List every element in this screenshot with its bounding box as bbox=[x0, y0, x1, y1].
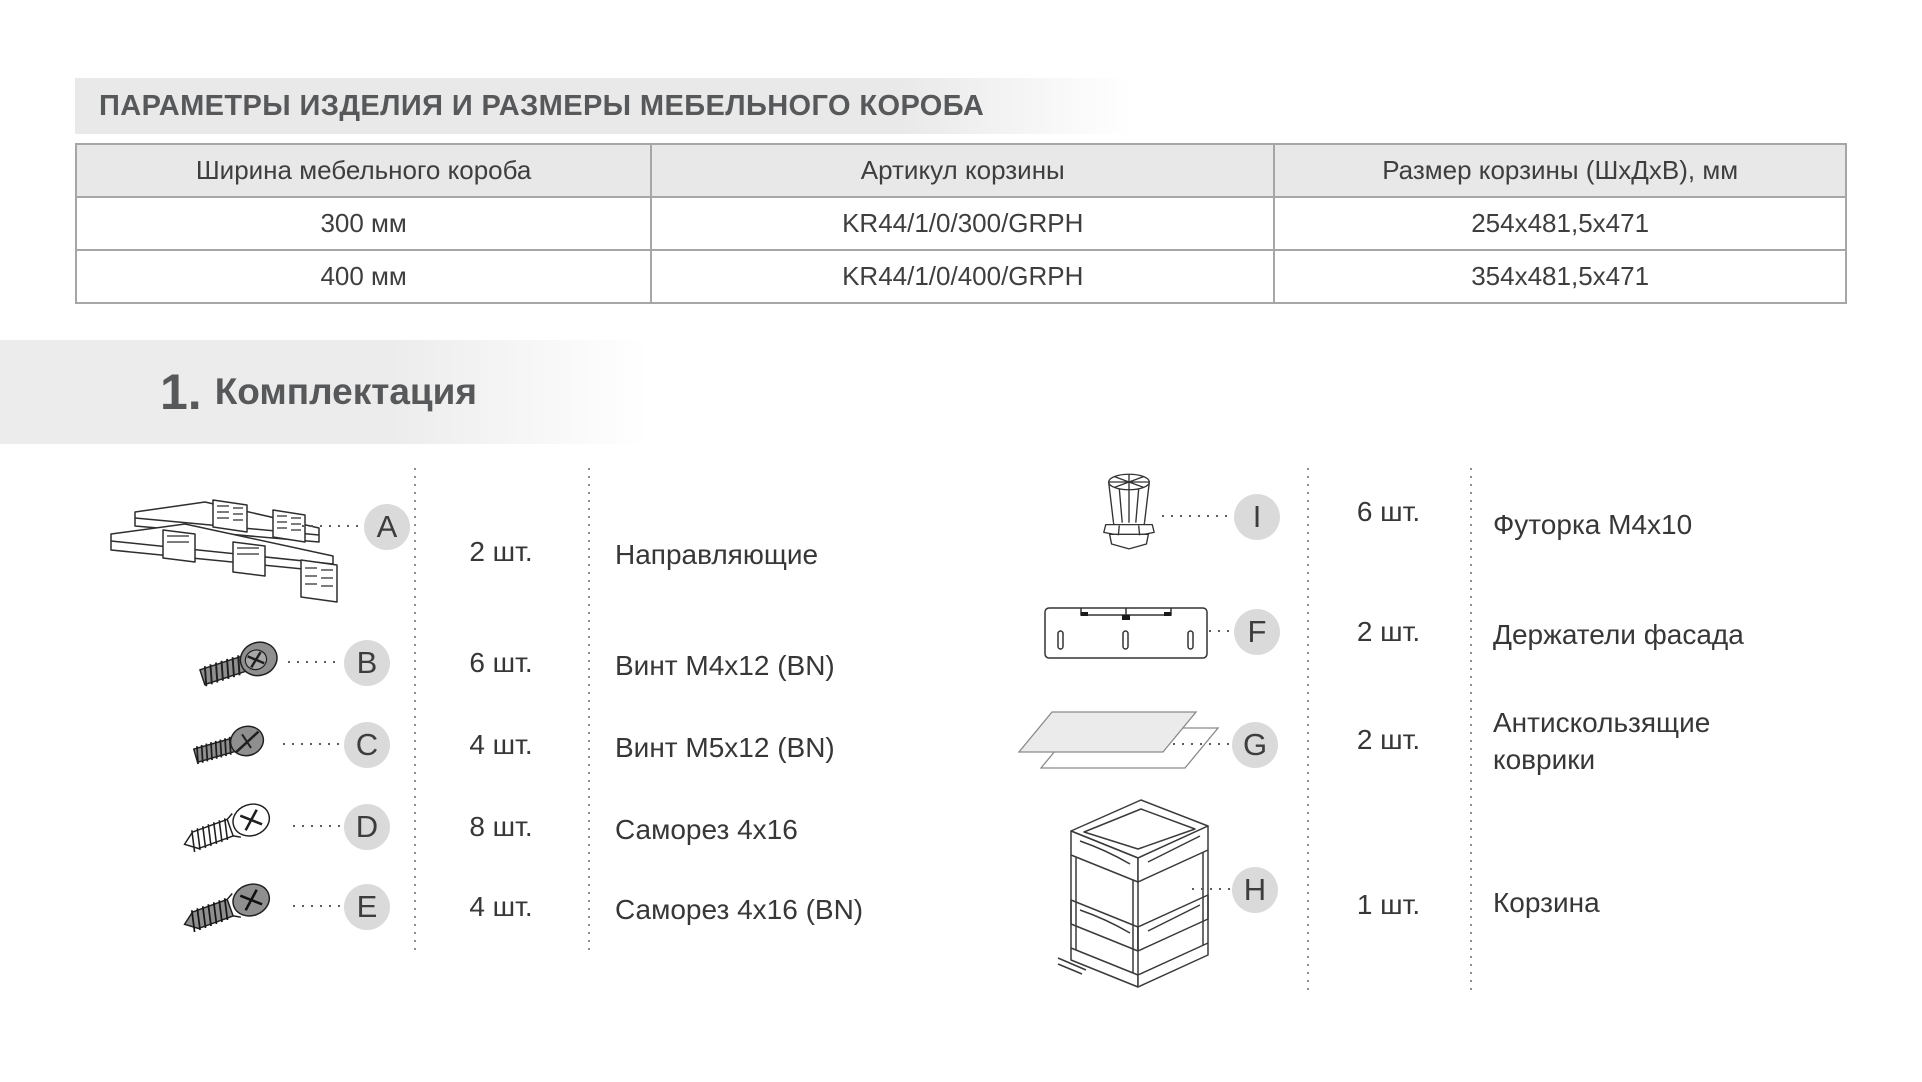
divider-right-2 bbox=[1470, 468, 1472, 992]
part-label-e: Саморез 4x16 (BN) bbox=[615, 894, 864, 925]
part-badge-d: D bbox=[344, 804, 390, 850]
part-label-i: Футорка M4x10 bbox=[1493, 509, 1693, 540]
drawer-rails-icon bbox=[105, 486, 355, 611]
flange-screw-icon bbox=[193, 630, 293, 698]
part-label-d: Саморез 4x16 bbox=[615, 814, 798, 845]
leader-line bbox=[283, 743, 342, 745]
part-qty-i: 6 шт. bbox=[1356, 496, 1421, 527]
table-row bbox=[76, 197, 1846, 250]
table-header-row bbox=[76, 144, 1846, 197]
facade-holder-icon bbox=[1043, 602, 1209, 660]
column-header-width: Ширина мебельного короба bbox=[76, 144, 651, 197]
part-qty-d: 8 шт. bbox=[469, 811, 533, 842]
part-badge-i: I bbox=[1234, 494, 1280, 540]
part-badge-f: F bbox=[1234, 609, 1280, 655]
cell-size: 254x481,5x471 bbox=[1274, 197, 1846, 250]
self-tapping-screw-dark-icon bbox=[176, 873, 288, 941]
part-label-a: Направляющие bbox=[615, 539, 819, 570]
part-qty-h: 1 шт. bbox=[1356, 889, 1421, 920]
column-header-article: Артикул корзины bbox=[651, 144, 1274, 197]
part-badge-g: G bbox=[1232, 722, 1278, 768]
part-badge-e: E bbox=[344, 884, 390, 930]
section-banner bbox=[0, 340, 648, 444]
column-header-size: Размер корзины (ШхДхВ), мм bbox=[1274, 144, 1846, 197]
leader-line bbox=[1162, 515, 1232, 517]
part-badge-a: A bbox=[364, 504, 410, 550]
leader-line bbox=[288, 661, 342, 663]
part-qty-f: 2 шт. bbox=[1356, 616, 1421, 647]
section-title: Комплектация bbox=[214, 371, 478, 412]
page-title: ПАРАМЕТРЫ ИЗДЕЛИЯ И РАЗМЕРЫ МЕБЕЛЬНОГО КОРОБА bbox=[99, 89, 985, 122]
part-badge-c: C bbox=[344, 722, 390, 768]
part-label-f: Держатели фасада bbox=[1493, 619, 1744, 650]
part-label-c: Винт M5x12 (BN) bbox=[615, 732, 835, 763]
bushing-icon bbox=[1098, 467, 1160, 559]
leader-line bbox=[1192, 888, 1232, 890]
leader-line bbox=[293, 825, 342, 827]
cell-size: 354x481,5x471 bbox=[1274, 250, 1846, 303]
section-number: 1. bbox=[160, 364, 202, 420]
part-label-g: Антискользящие коврики bbox=[1493, 707, 1711, 775]
basket-icon bbox=[1056, 788, 1221, 993]
part-qty-c: 4 шт. bbox=[469, 729, 533, 760]
machine-screw-icon bbox=[183, 711, 283, 779]
part-qty-a: 2 шт. bbox=[469, 536, 533, 567]
self-tapping-screw-light-icon bbox=[176, 793, 288, 861]
part-qty-e: 4 шт. bbox=[469, 891, 533, 922]
leader-line bbox=[1173, 743, 1230, 745]
title-banner bbox=[75, 78, 1133, 134]
cell-width: 300 мм bbox=[76, 197, 651, 250]
leader-line bbox=[1209, 630, 1232, 632]
cell-article: KR44/1/0/300/GRPH bbox=[651, 197, 1274, 250]
part-label-h: Корзина bbox=[1493, 887, 1600, 918]
part-badge-b: B bbox=[344, 640, 390, 686]
divider-left-2 bbox=[588, 468, 590, 952]
parameters-table bbox=[75, 143, 1847, 304]
part-qty-g: 2 шт. bbox=[1356, 724, 1421, 755]
table-row bbox=[76, 250, 1846, 303]
part-label-b: Винт M4x12 (BN) bbox=[615, 650, 835, 681]
part-qty-b: 6 шт. bbox=[469, 647, 533, 678]
leader-line bbox=[293, 905, 342, 907]
cell-width: 400 мм bbox=[76, 250, 651, 303]
part-badge-h: H bbox=[1232, 867, 1278, 913]
cell-article: KR44/1/0/400/GRPH bbox=[651, 250, 1274, 303]
leader-line bbox=[302, 525, 362, 527]
